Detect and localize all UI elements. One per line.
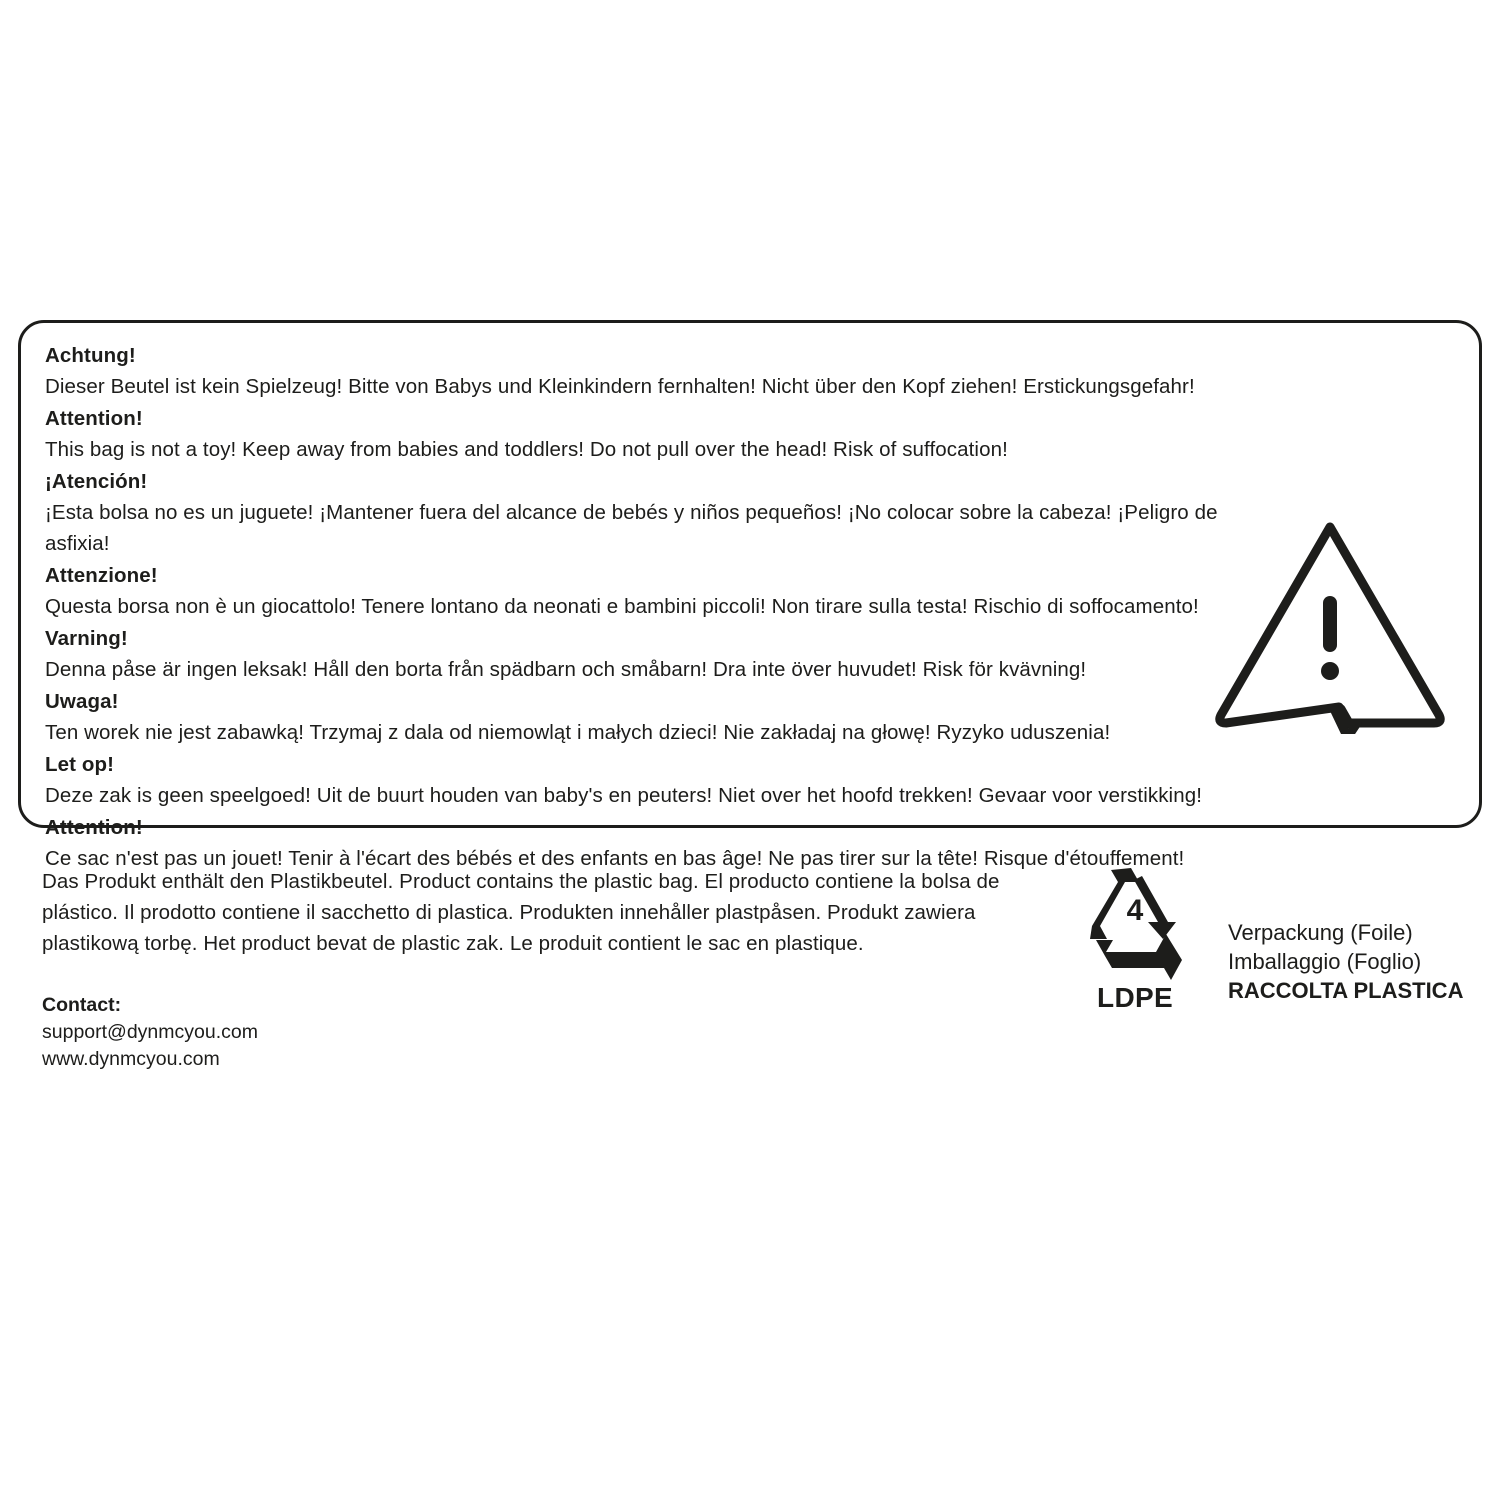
warning-block-sv (45, 624, 1225, 685)
warning-body-sv: Denna påse är ingen leksak! Håll den borta från spädbarn och småbarn! Dra inte över huvudet! Risk för kvävning! (45, 658, 1087, 681)
recycling-material-code: LDPE (1097, 982, 1173, 1013)
recycling-line-de: Verpackung (Foile) (1228, 920, 1413, 945)
warning-heading-en: Attention! (45, 407, 143, 430)
warning-heading-nl: Let op! (45, 753, 115, 776)
recycling-line-emphasis: RACCOLTA PLASTICA (1228, 978, 1464, 1003)
contact-email: support@dynmcyou.com (42, 1021, 258, 1043)
warning-body-es: ¡Esta bolsa no es un juguete! ¡Mantener fuera del alcance de bebés y niños pequeños! ¡No colocar sobre la cabeza! ¡Peligro de asfixia! (45, 501, 1218, 555)
warning-body-it: Questa borsa non è un giocattolo! Tenere lontano da neonati e bambini piccoli! Non tirare sulla testa! Rischio di soffocamento! (45, 595, 1199, 618)
contact-block (42, 992, 522, 1073)
warning-block-de (45, 341, 1225, 402)
warning-body-en: This bag is not a toy! Keep away from babies and toddlers! Do not pull over the head! Risk of suffocation! (45, 438, 1008, 461)
warning-block-nl (45, 750, 1225, 811)
warning-heading-fr: Attention! (45, 816, 143, 839)
warning-block-pl (45, 687, 1225, 748)
warning-body-nl: Deze zak is geen speelgoed! Uit de buurt houden van baby's en peuters! Niet over het hoofd trekken! Gevaar voor verstikking! (45, 784, 1203, 807)
recycling-info (1070, 860, 1490, 1040)
warning-block-en (45, 404, 1225, 465)
contact-label: Contact: (42, 994, 122, 1016)
warning-triangle-exclamation-icon (1215, 519, 1445, 734)
warning-body-pl: Ten worek nie jest zabawką! Trzymaj z dala od niemowląt i małych dzieci! Nie zakładaj na głowę! Ryzyko uduszenia! (45, 721, 1111, 744)
warning-panel (18, 320, 1482, 870)
warning-text-group (45, 341, 1225, 876)
contains-plastic-bag-notice: Das Produkt enthält den Plastikbeutel. Product contains the plastic bag. El producto contiene la bolsa de plástico. Il prodotto contiene il sacchetto di plastica. Produkten innehåller plastpåsen. Produkt zawiera plastikową torbę. Het product bevat de plastic zak. Le produit contient le sac en plastique. (42, 870, 1000, 955)
warning-body-de: Dieser Beutel ist kein Spielzeug! Bitte von Babys und Kleinkindern fernhalten! Nicht über den Kopf ziehen! Erstickungsgefahr! (45, 375, 1195, 398)
recycling-text-lines (1228, 918, 1498, 1005)
warning-block-es (45, 467, 1225, 559)
warning-heading-es: ¡Atención! (45, 470, 148, 493)
warning-block-it (45, 561, 1225, 622)
warning-heading-it: Attenzione! (45, 564, 158, 587)
warning-heading-pl: Uwaga! (45, 690, 119, 713)
warning-block-fr (45, 813, 1225, 874)
contact-website: www.dynmcyou.com (42, 1048, 220, 1070)
warning-body-fr: Ce sac n'est pas un jouet! Tenir à l'écart des bébés et des enfants en bas âge! Ne pas tirer sur la tête! Risque d'étouffement! (45, 847, 1185, 870)
recycling-number: 4 (1126, 894, 1144, 927)
warning-heading-sv: Varning! (45, 627, 128, 650)
warning-heading-de: Achtung! (45, 344, 136, 367)
recycling-line-it: Imballaggio (Foglio) (1228, 949, 1422, 974)
